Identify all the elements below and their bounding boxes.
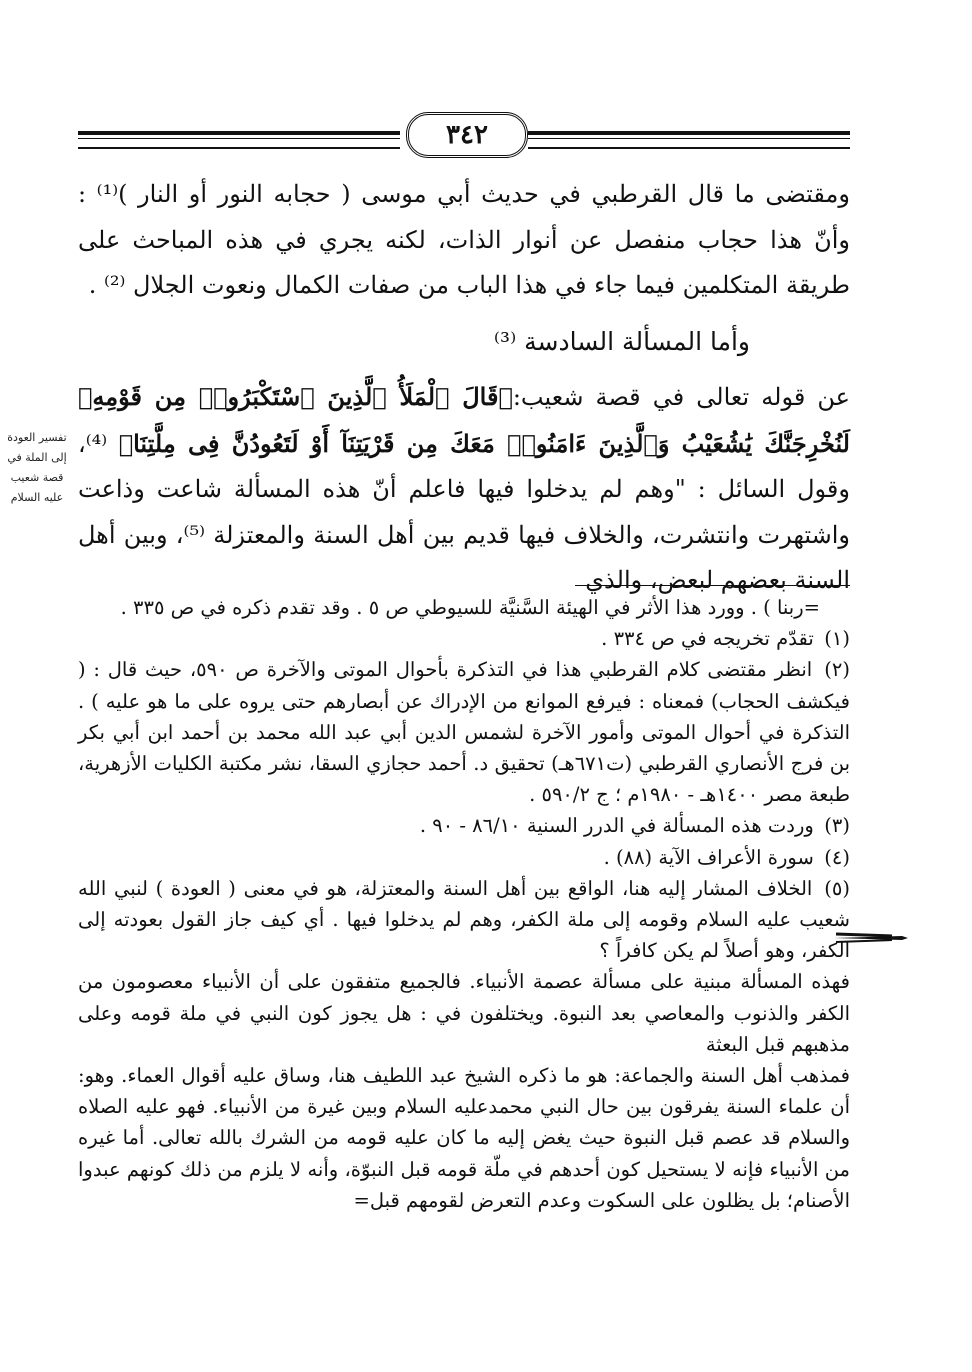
footnote-number: (٥) [824, 876, 850, 900]
footnote-number: (٤) [824, 845, 850, 869]
page-number-ornament [406, 112, 528, 158]
footnote-continuation [78, 1060, 850, 1216]
footnote [78, 592, 850, 623]
header-rule-right [528, 131, 850, 149]
footnote [78, 654, 850, 810]
footnote-text: وردت هذه المسألة في الدرر السنية ٨٦/١٠ - ٩٠ . [419, 814, 814, 838]
footnote [78, 810, 850, 841]
footnote [78, 873, 850, 967]
footnote-number: (١) [824, 627, 850, 651]
main-text [78, 172, 850, 604]
footnotes [78, 592, 850, 1216]
quran-verse: ﴿قَالَ ٱلْمَلَأُ ٱلَّذِينَ ٱسْتَكْبَرُوا۟ مِن قَوْمِهِۦ لَنُخْرِجَنَّكَ يَٰشُعَيْبُ وَٱلَّذِينَ ءَامَنُوا۟ مَعَكَ مِن قَرْيَتِنَآ أَوْ لَتَعُودُنَّ فِى مِلَّتِنَا﴾ [78, 382, 850, 458]
section-heading: وأما المسألة السادسة ⁽³⁾ [493, 326, 750, 356]
footnote [78, 623, 850, 654]
footnote-text: الخلاف المشار إليه هنا، الواقع بين أهل السنة والمعتزلة، هو في معنى ( العودة ) لنبي الله شعيب عليه السلام وقومه إلى ملة الكفر، وهم لم يدخلوا فيها . أي كيف جاز القول بعودته إلى الكفر، وهو أصلاً لم يكن كافراً ؟ [78, 876, 850, 963]
footnote-text: فمذهب أهل السنة والجماعة: هو ما ذكره الشيخ عبد اللطيف هنا، وساق عليه أقوال العماء. وهو: أن علماء السنة يفرقون بين حال النبي محمدعليه السلام وبين غيرة من الأنبياء. فهو عليه الصلاه والسلام قد عصم قبل النبوة حيث يغض إليه ما كان عليه قومه من الشرك بالله تعالى. أما غيره من الأنبياء فإنه لا يستحيل كون أحدهم في ملّة قومه قبل النبوّة، وأنه لا يلزم من ذلك كونهم عبدوا الأصنام؛ بل يظلون على السكوت وعدم التعرض لقومهم قبل= [78, 1064, 850, 1212]
footnote-number: (٢) [824, 658, 850, 682]
page-header [78, 108, 850, 158]
footnote-text: فهذه المسألة مبنية على مسألة عصمة الأنبياء. فالجميع متفقون على أن الأنبياء معصومون من الكفر والذنوب والمعاصي بعد النبوة. ويختلفون في : هل يجوز كون النبي في ملة قومه وعلى مذهبهم قبل البعثة [78, 970, 850, 1056]
footnote-text: تقدّم تخريجه في ص ٣٣٤ . [601, 627, 814, 651]
margin-note: تفسير العودة إلى الملة في قصة شعيب عليه السلام [7, 431, 67, 504]
footnote-continuation [78, 966, 850, 1060]
paragraph-1: ومقتضى ما قال القرطبي في حديث أبي موسى ( حجابه النور أو النار )⁽¹⁾ : وأنّ هذا حجاب منفصل عن أنوار الذات، لكنه يجري في هذه المباحث على طريقة المتكلمين فيما جاء في هذا الباب من صفات الكمال ونعوت الجلال ⁽²⁾ . [78, 180, 850, 299]
footnote-number: (٣) [824, 814, 850, 838]
footnote-text: سورة الأعراف الآية (٨٨) . [603, 845, 814, 869]
footnote-text: =ربنا ) . وورد هذا الأثر في الهيئة السَّنيَّة للسيوطي ص ٥ . وقد تقدم ذكره في ص ٣٣٥ . [120, 596, 820, 619]
paragraph-2-rest: ⁽⁴⁾، وقول السائل : "وهم لم يدخلوا فيها فاعلم أنّ هذه المسألة شاعت وذاعت واشتهرت وانتشرت، والخلاف فيها قديم بين أهل السنة والمعتزلة ⁽⁵⁾، وبين أهل السنة بعضهم لبعض، والذي [78, 429, 850, 594]
arrow-mark-icon [832, 924, 910, 952]
footnote-separator [575, 585, 850, 586]
page-number: ٣٤٢ [446, 120, 488, 150]
paragraph-2-intro: عن قوله تعالى في قصة شعيب: [512, 383, 850, 411]
footnote [78, 842, 850, 873]
header-rule-left [78, 131, 400, 149]
footnote-text: انظر مقتضى كلام القرطبي هذا في التذكرة بأحوال الموتى والآخرة ص ٥٩٠، حيث قال : ( فيكشف الحجاب) فمعناه : فيرفع الموانع من الإدراك عن أبصارهم حتى يروه على ما هو عليه ) . التذكرة في أحوال الموتى وأمور الآخرة لشمس الدين أبي عبد الله محمد بن أحمد ابن أبي بكر بن فرج الأنصاري القرطبي (ت٦٧١هـ) تحقيق د. أحمد حجازي السقا، نشر مكتبة الكليات الأزهرية، طبعة مصر ١٤٠٠هـ - ١٩٨٠م ؛ ج ٥٩٠/٢ . [78, 658, 850, 807]
paragraph-2 [78, 374, 850, 604]
